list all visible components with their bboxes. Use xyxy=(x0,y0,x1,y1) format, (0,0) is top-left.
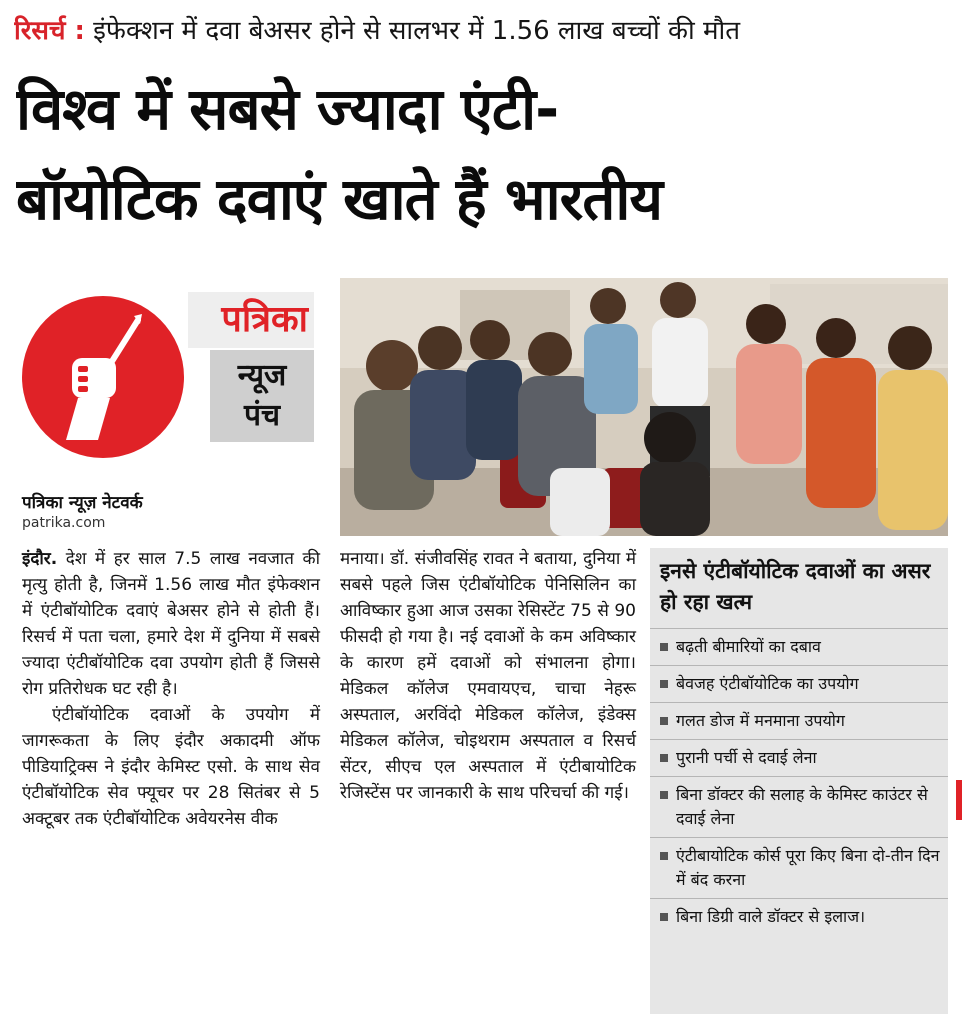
kicker-line xyxy=(14,8,959,54)
brand-sub-label xyxy=(210,350,314,442)
bullet-square-icon xyxy=(660,852,668,860)
list-item xyxy=(650,702,948,739)
article-paragraph-3: मनाया। डॉ. संजीवसिंह रावत ने बताया, दुनिया में सबसे पहले जिस एंटीबॉयोटिक पेनिसिलिन का आविष्कार हुआ आज उसका रेसिस्टेंट 75 से 90 फीसदी हो गया है। नई दवाओं के कम अविष्कार के कारण हमें दवाओं को संभालना होगा। मेडिकल कॉलेज एमवायएच, चाचा नेहरू अस्पताल, अरविंदो मेडिकल कॉलेज, इंडेक्स मेडिकल कॉलेज, चोइथराम अस्पताल व रिसर्च सेंटर, सीएच एल अस्पताल में एंटीबायोटिक रेजिस्टेंस पर जानकारी के साथ परिचर्चा की गई। xyxy=(340,549,636,803)
bullet-square-icon xyxy=(660,913,668,921)
list-item xyxy=(650,837,948,898)
list-item xyxy=(650,665,948,702)
sidebar-box xyxy=(650,548,948,1014)
kicker-text: इंफेक्शन में दवा बेअसर होने से सालभर में 1.56 लाख बच्चों की मौत xyxy=(84,16,741,46)
list-item-text: एंटीबायोटिक कोर्स पूरा किए बिना दो-तीन दिन में बंद करना xyxy=(676,846,940,889)
list-item-text: बिना डॉक्टर की सलाह के केमिस्ट काउंटर से दवाई लेना xyxy=(676,785,928,828)
brand-sub-line-1: न्यूज xyxy=(237,358,287,393)
list-item-text: बिना डिग्री वाले डॉक्टर से इलाज। xyxy=(676,907,866,926)
headline-line-1: विश्व में सबसे ज्यादा एंटी- xyxy=(16,75,559,143)
brand-name: पत्रिका xyxy=(188,292,314,348)
article-paragraph-2: एंटीबॉयोटिक दवाओं के उपयोग में जागरूकता के लिए इंदौर अकादमी ऑफ पीडियाट्रिक्स ने इंदौर केमिस्ट एसो. के साथ सेव एंटीबॉयोटिक सेव फ्यूचर पर 28 सितंबर से 5 अक्टूबर तक एंटीबॉयोटिक अवेयरनेस वीक xyxy=(22,705,320,829)
bullet-square-icon xyxy=(660,754,668,762)
kicker-label: रिसर्च : xyxy=(14,16,85,46)
fist-pen-icon xyxy=(64,314,142,440)
headline-line-2: बॉयोटिक दवाएं खाते हैं भारतीय xyxy=(16,165,663,233)
page-title xyxy=(16,64,956,244)
sidebar-title: इनसे एंटीबॉयोटिक दवाओं का असर हो रहा खत्म xyxy=(660,559,931,614)
article-column-2 xyxy=(340,546,636,806)
sidebar-list xyxy=(650,628,948,935)
news-photo xyxy=(340,278,948,536)
list-item xyxy=(650,739,948,776)
list-item-text: बेवजह एंटीबॉयोटिक का उपयोग xyxy=(676,674,859,693)
fist-pen-logo xyxy=(22,296,184,458)
list-item xyxy=(650,898,948,935)
brand-sub-line-2: पंच xyxy=(243,398,281,433)
list-item-text: गलत डोज में मनमाना उपयोग xyxy=(676,711,845,730)
article-column-1 xyxy=(22,546,320,832)
bullet-square-icon xyxy=(660,717,668,725)
dateline: इंदौर. xyxy=(22,549,58,569)
article-paragraph-1 xyxy=(22,546,320,702)
edge-marker xyxy=(956,780,962,820)
list-item-text: पुरानी पर्ची से दवाई लेना xyxy=(676,748,817,767)
panel-discussion-photo xyxy=(340,278,948,536)
list-item xyxy=(650,776,948,837)
list-item-text: बढ़ती बीमारियों का दबाव xyxy=(676,637,821,656)
bullet-square-icon xyxy=(660,680,668,688)
byline-website: patrika.com xyxy=(22,515,106,531)
bullet-square-icon xyxy=(660,791,668,799)
bullet-square-icon xyxy=(660,643,668,651)
byline-author: पत्रिका न्यूज़ नेटवर्क xyxy=(22,493,143,513)
paragraph-1-text: देश में हर साल 7.5 लाख नवजात की मृत्यु होती है, जिनमें 1.56 लाख मौत इंफेक्शन में एंटीबॉयोटिक दवाएं बेअसर होने से होती हैं। रिसर्च में पता चला, हमारे देश में दुनिया में सबसे ज्यादा एंटीबॉयोटिक दवा उपयोग होती हैं जिससे रोग प्रतिरोधक घट रही है। xyxy=(22,549,320,699)
list-item xyxy=(650,628,948,665)
